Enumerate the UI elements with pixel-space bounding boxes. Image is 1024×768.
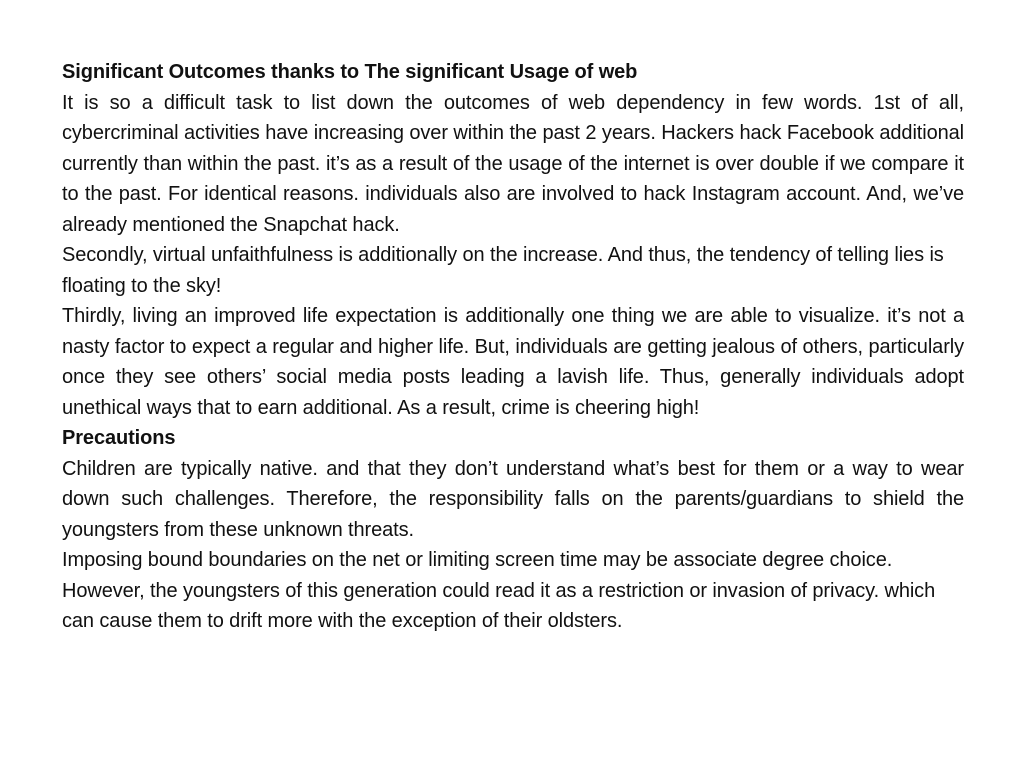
- paragraph-children-native: Children are typically native. and that they don’t understand what’s best for them or a way to wear down such challenges. Therefore, the responsibility falls on the parents/guardians to shield the youngsters from these unknown threats.: [62, 457, 964, 541]
- paragraph-life-expectation: Thirdly, living an improved life expectation is additionally one thing we are able to visualize. it’s not a nasty factor to expect a regular and higher life. But, individuals are getting jealous of others, particularly once they see others’ social media posts leading a lavish life. Thus, generally individuals adopt unethical ways that to earn additional. As a result, crime is cheering high!: [62, 305, 964, 419]
- paragraph-web-dependency: It is so a difficult task to list down the outcomes of web dependency in few words. 1st of all, cybercriminal activities have increasing over within the past 2 years. Hackers hack Facebook additional currently than within the past. it’s as a result of the usage of the internet is over double if we compare it to the past. For identical reasons. individuals also are involved to hack Instagram account. And, we’ve already mentioned the Snapchat hack.: [62, 91, 964, 236]
- paragraph-screen-time: Imposing bound boundaries on the net or limiting screen time may be associate degree choice. However, the youngsters of this generation could read it as a restriction or invasion of privacy. which can cause them to drift more with the exception of their oldsters.: [62, 549, 936, 632]
- section-heading-outcomes: Significant Outcomes thanks to The significant Usage of web: [62, 61, 638, 83]
- section-heading-precautions: Precautions: [62, 427, 176, 449]
- paragraph-virtual-unfaithfulness: Secondly, virtual unfaithfulness is additionally on the increase. And thus, the tendency of telling lies is floating to the sky!: [62, 244, 944, 297]
- slide-content: [62, 57, 964, 637]
